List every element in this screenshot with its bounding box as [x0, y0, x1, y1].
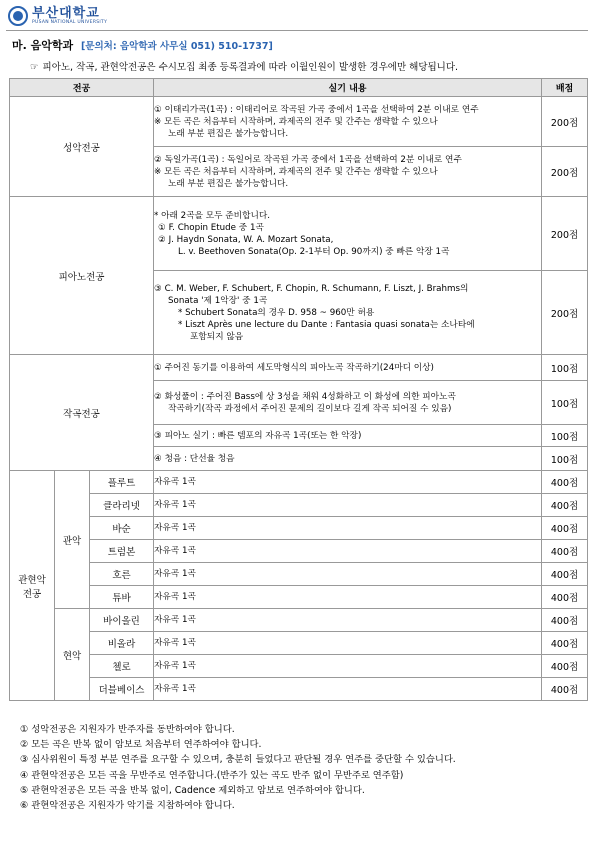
table-row — [10, 586, 588, 609]
table-row — [10, 197, 588, 271]
group-strings: 현악 — [55, 609, 90, 701]
table-row — [10, 471, 588, 494]
score-cell: 400점 — [542, 632, 588, 655]
instrument-cell: 첼로 — [90, 655, 154, 678]
content-cell: 자유곡 1곡 — [154, 655, 542, 678]
contact-info: [문의처: 음악학과 사무실 051) 510-1737] — [80, 41, 273, 52]
score-cell: 400점 — [542, 471, 588, 494]
university-name-ko: 부산대학교 — [32, 5, 100, 21]
content-cell: 자유곡 1곡 — [154, 471, 542, 494]
score-cell: 400점 — [542, 586, 588, 609]
instrument-cell: 바이올린 — [90, 609, 154, 632]
header-major: 전공 — [10, 79, 154, 97]
notice-text: 피아노, 작곡, 관현악전공은 수시모집 최종 등록결과에 따라 이월인원이 발생한 경우에만 해당됩니다. — [42, 62, 459, 73]
table-row — [10, 494, 588, 517]
content-cell — [154, 271, 542, 355]
university-seal-icon — [8, 6, 28, 26]
content-cell: 자유곡 1곡 — [154, 494, 542, 517]
major-vocal: 성악전공 — [10, 97, 154, 197]
score-cell: 400점 — [542, 678, 588, 701]
content-line: Sonata '제 1악장' 중 1곡 — [168, 295, 268, 306]
audition-table — [9, 78, 588, 701]
content-cell: 자유곡 1곡 — [154, 563, 542, 586]
table-row — [10, 540, 588, 563]
footnote-item: ⑥ 관현악전공은 지원자가 악기를 지참하여야 합니다. — [20, 800, 235, 812]
table-row — [10, 97, 588, 147]
score-cell: 100점 — [542, 425, 588, 447]
table-row — [10, 678, 588, 701]
content-line: ③ C. M. Weber, F. Schubert, F. Chopin, R. Schumann, F. Liszt, J. Brahms의 — [154, 283, 469, 294]
score-cell: 200점 — [542, 197, 588, 271]
content-cell — [154, 197, 542, 271]
content-cell: 자유곡 1곡 — [154, 632, 542, 655]
instrument-cell: 튜바 — [90, 586, 154, 609]
content-cell: 자유곡 1곡 — [154, 540, 542, 563]
footnote-item: ④ 관현악전공은 모든 곡을 무반주로 연주합니다.(반주가 있는 곡도 반주 없이 무반주로 연주함) — [20, 769, 404, 781]
university-name-en: PUSAN NATIONAL UNIVERSITY — [32, 19, 108, 25]
notice-line — [30, 59, 458, 73]
content-line: ① F. Chopin Etude 중 1곡 — [158, 222, 264, 233]
footnote-item: ② 모든 곡은 반복 없이 암보로 처음부터 연주하여야 합니다. — [20, 739, 262, 751]
table-row — [10, 563, 588, 586]
content-cell — [154, 447, 542, 471]
header-score: 배점 — [542, 79, 588, 97]
content-line: ② 화성풀이 : 주어진 Bass에 상 3성을 채워 4성화하고 이 화성에 의한 피아노곡 — [154, 391, 456, 402]
content-line: ④ 청음 : 단선율 청음 — [154, 453, 235, 464]
score-cell: 200점 — [542, 147, 588, 197]
instrument-cell: 플루트 — [90, 471, 154, 494]
score-cell: 400점 — [542, 655, 588, 678]
instrument-cell: 클라리넷 — [90, 494, 154, 517]
instrument-cell: 트럼본 — [90, 540, 154, 563]
content-line: * 아래 2곡을 모두 준비합니다. — [154, 210, 271, 221]
score-cell: 100점 — [542, 355, 588, 381]
content-cell — [154, 425, 542, 447]
footnote-item: ③ 심사위원이 특정 부분 연주를 요구할 수 있으며, 충분히 들었다고 판단될 경우 연주를 중단할 수 있습니다. — [20, 754, 456, 766]
content-line: L. v. Beethoven Sonata(Op. 2-1부터 Op. 90까지) 중 빠른 악장 1곡 — [178, 246, 450, 257]
content-line: 포함되지 않음 — [190, 331, 244, 342]
score-cell: 100점 — [542, 447, 588, 471]
score-cell: 400점 — [542, 609, 588, 632]
score-cell: 400점 — [542, 494, 588, 517]
table-header-row — [10, 79, 588, 97]
instrument-cell: 호른 — [90, 563, 154, 586]
header-content: 실기 내용 — [154, 79, 542, 97]
content-cell: 자유곡 1곡 — [154, 609, 542, 632]
score-cell: 100점 — [542, 381, 588, 425]
footnote-item: ⑤ 관현악전공은 모든 곡을 반복 없이, Cadence 제외하고 암보로 연주하여야 합니다. — [20, 784, 365, 796]
orchestra-name-line: 관현악 — [18, 574, 46, 586]
score-cell: 400점 — [542, 540, 588, 563]
score-cell: 400점 — [542, 517, 588, 540]
major-composition: 작곡전공 — [10, 355, 154, 471]
content-cell — [154, 381, 542, 425]
page-header — [8, 5, 107, 27]
instrument-cell: 바순 — [90, 517, 154, 540]
content-line: ※ 모든 곡은 처음부터 시작하며, 과제곡의 전주 및 간주는 생략할 수 있으나 — [154, 116, 438, 127]
major-piano: 피아노전공 — [10, 197, 154, 355]
content-line: ③ 피아노 실기 : 빠른 템포의 자유곡 1곡(또는 한 악장) — [154, 430, 362, 441]
content-cell — [154, 97, 542, 147]
content-line: ① 이태리가곡(1곡) : 이태리어로 작곡된 가곡 중에서 1곡을 선택하여 2분 이내로 연주 — [154, 104, 479, 115]
orchestra-name-line: 전공 — [22, 588, 42, 600]
pointing-hand-icon: ☞ — [30, 62, 39, 73]
content-cell — [154, 147, 542, 197]
content-line: ② J. Haydn Sonata, W. A. Mozart Sonata, — [158, 234, 334, 245]
content-line: 작곡하기(작곡 과정에서 주어진 문제의 길이보다 길게 작곡 되어질 수 있음) — [168, 403, 452, 414]
content-cell: 자유곡 1곡 — [154, 586, 542, 609]
content-line: 노래 부분 편집은 불가능합니다. — [168, 178, 289, 189]
content-cell — [154, 355, 542, 381]
section-title-text: 마. 음악학과 — [12, 39, 74, 52]
footnotes — [20, 722, 456, 813]
content-line: * Schubert Sonata의 경우 D. 958 ~ 960만 허용 — [178, 307, 375, 318]
content-line: * Liszt Après une lecture du Dante : Fantasia quasi sonata는 소나타에 — [178, 319, 475, 330]
header-divider — [6, 30, 588, 31]
content-line: ① 주어진 동기를 이용하여 세도막형식의 피아노곡 작곡하기(24마디 이상) — [154, 362, 434, 373]
instrument-cell: 더블베이스 — [90, 678, 154, 701]
score-cell: 400점 — [542, 563, 588, 586]
table-row — [10, 632, 588, 655]
table-row — [10, 517, 588, 540]
footnote-item: ① 성악전공은 지원자가 반주자를 동반하여야 합니다. — [20, 724, 235, 735]
table-row — [10, 355, 588, 381]
instrument-cell: 비올라 — [90, 632, 154, 655]
score-cell: 200점 — [542, 97, 588, 147]
content-line: ※ 모든 곡은 처음부터 시작하며, 과제곡의 전주 및 간주는 생략할 수 있으나 — [154, 166, 438, 177]
university-logo-text — [32, 7, 107, 26]
group-winds: 관악 — [55, 471, 90, 609]
content-cell: 자유곡 1곡 — [154, 517, 542, 540]
major-orchestra — [10, 471, 55, 701]
content-cell: 자유곡 1곡 — [154, 678, 542, 701]
table-row — [10, 655, 588, 678]
score-cell: 200점 — [542, 271, 588, 355]
content-line: ② 독일가곡(1곡) : 독일어로 작곡된 가곡 중에서 1곡을 선택하여 2분 이내로 연주 — [154, 154, 462, 165]
section-title — [12, 37, 273, 53]
table-row — [10, 609, 588, 632]
content-line: 노래 부분 편집은 불가능합니다. — [168, 128, 289, 139]
